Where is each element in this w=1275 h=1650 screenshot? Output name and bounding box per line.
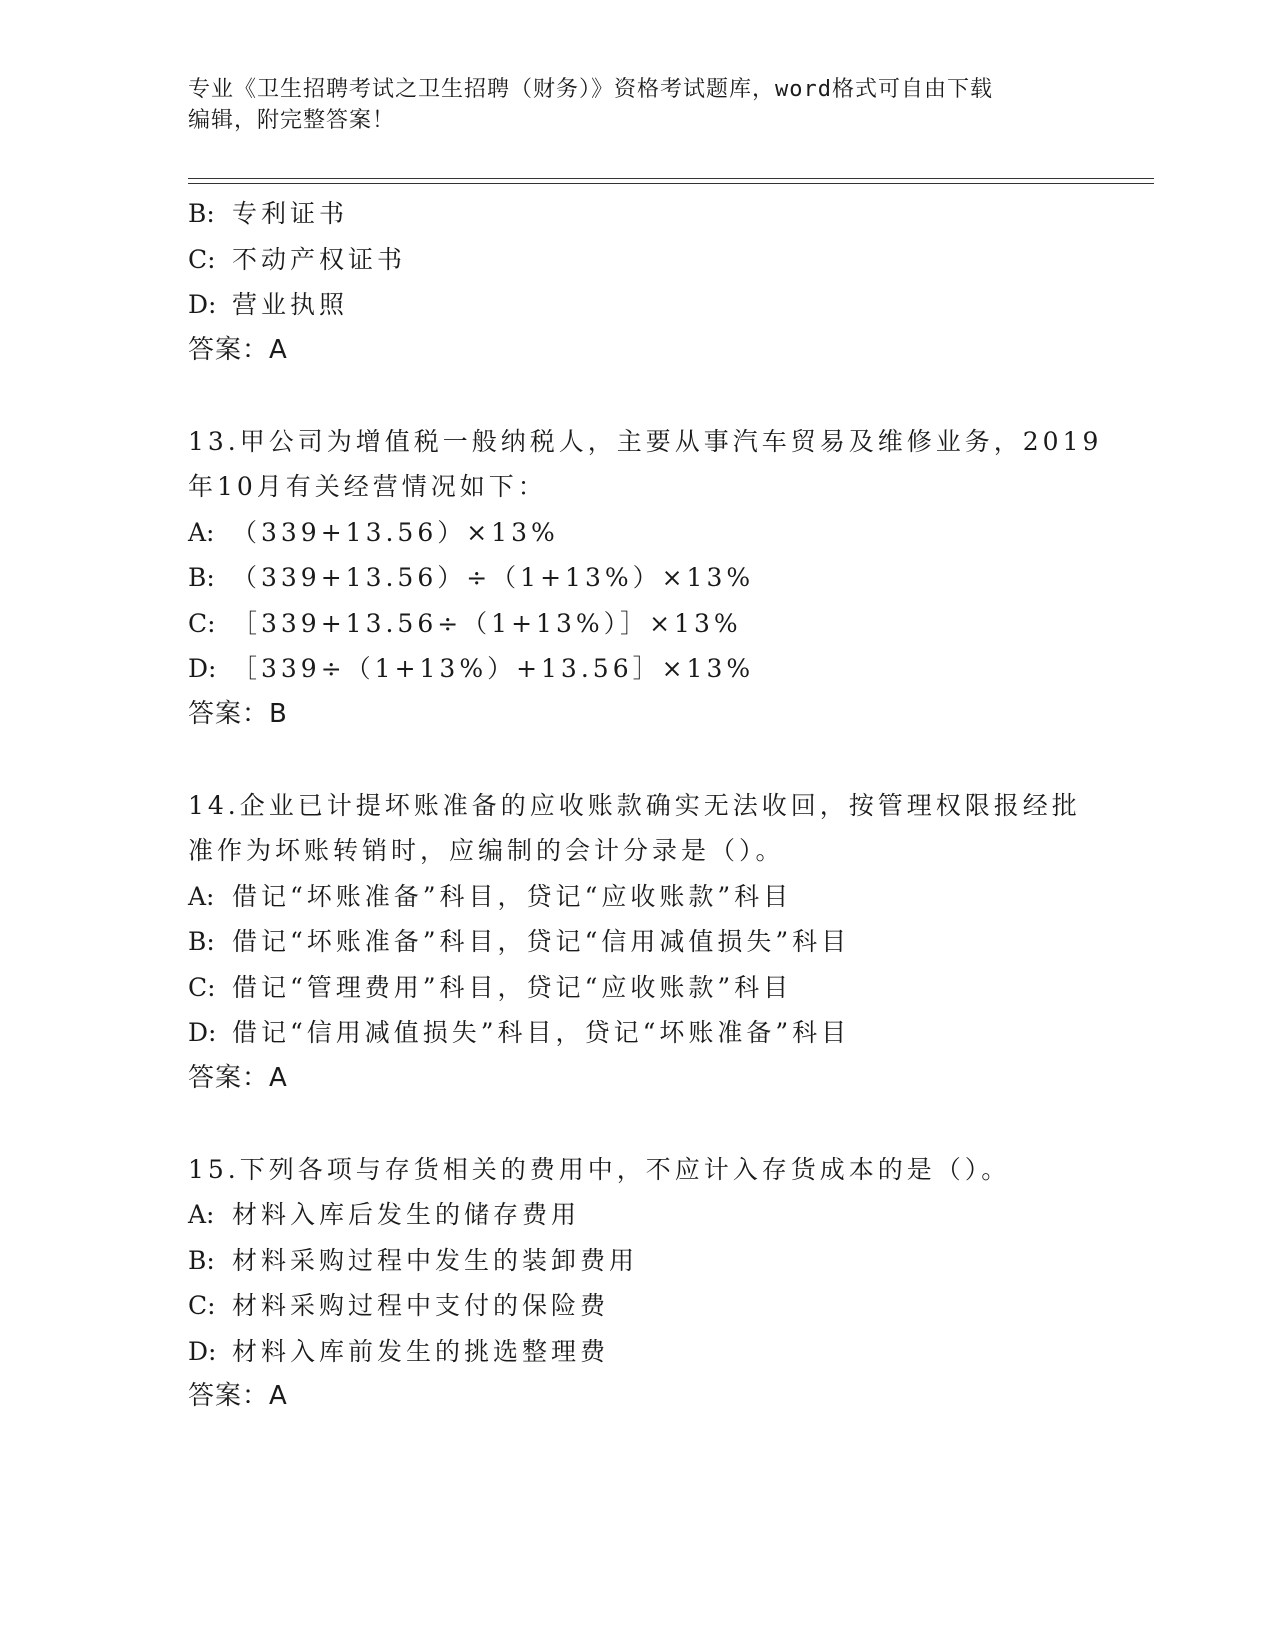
option-text: 借记“坏账准备”科目，贷记“应收账款”科目 xyxy=(232,881,793,911)
option-c xyxy=(188,237,1148,283)
option-text: 专利证书 xyxy=(232,199,349,228)
option-d xyxy=(188,1010,1148,1056)
option-d xyxy=(188,282,1148,328)
option-text: 材料入库前发生的挑选整理费 xyxy=(232,1336,610,1366)
option-label: A: xyxy=(188,881,215,911)
question-14 xyxy=(188,783,1148,1102)
option-d xyxy=(188,646,1148,692)
option-a xyxy=(188,510,1148,556)
question-13 xyxy=(188,419,1148,738)
option-label: B: xyxy=(188,199,215,228)
option-a xyxy=(188,1192,1148,1238)
header-divider-bottom xyxy=(188,183,1154,184)
option-label: C: xyxy=(188,244,216,274)
header-divider-top xyxy=(188,178,1154,179)
question-stem-line-1: 13.甲公司为增值税一般纳税人，主要从事汽车贸易及维修业务，2019 xyxy=(188,426,1103,456)
option-text: ［339+13.56÷（1+13%）］×13% xyxy=(232,608,742,638)
answer: 答案：B xyxy=(188,698,288,729)
option-c xyxy=(188,601,1148,647)
option-text: 不动产权证书 xyxy=(232,244,407,274)
option-label: D: xyxy=(188,1018,217,1047)
answer: 答案：A xyxy=(188,1381,288,1411)
option-label: D: xyxy=(188,290,217,319)
header-line-1: 专业《卫生招聘考试之卫生招聘（财务）》资格考试题库，word格式可自由下载 xyxy=(188,77,993,102)
option-label: A: xyxy=(188,517,215,547)
option-c xyxy=(188,1283,1148,1329)
option-label: B: xyxy=(188,563,215,592)
option-text: 材料入库后发生的储存费用 xyxy=(232,1200,581,1229)
answer: 答案：A xyxy=(188,334,288,365)
answer: 答案：A xyxy=(188,1062,288,1093)
option-label: A: xyxy=(188,1200,215,1229)
option-a xyxy=(188,874,1148,920)
option-text: 材料采购过程中支付的保险费 xyxy=(232,1291,610,1320)
question-stem-line-1: 14.企业已计提坏账准备的应收账款确实无法收回，按管理权限报经批 xyxy=(188,790,1081,820)
option-label: C: xyxy=(188,972,216,1002)
document-header xyxy=(188,74,1088,136)
option-label: C: xyxy=(188,1291,216,1320)
option-b xyxy=(188,919,1148,965)
option-text: 借记“信用减值损失”科目，贷记“坏账准备”科目 xyxy=(232,1018,851,1047)
option-text: 营业执照 xyxy=(232,290,349,319)
question-stem-line-2: 准作为坏账转销时，应编制的会计分录是（）。 xyxy=(188,836,785,865)
option-label: B: xyxy=(188,1245,215,1275)
option-b xyxy=(188,1238,1148,1284)
option-d xyxy=(188,1329,1148,1375)
option-text: 材料采购过程中发生的装卸费用 xyxy=(232,1245,639,1275)
option-text: 借记“坏账准备”科目，贷记“信用减值损失”科目 xyxy=(232,927,851,956)
option-text: ［339÷（1+13%）+13.56］×13% xyxy=(232,654,755,683)
option-b xyxy=(188,555,1148,601)
option-b xyxy=(188,191,1148,237)
question-stem-line-1: 15.下列各项与存货相关的费用中，不应计入存货成本的是（）。 xyxy=(188,1154,1011,1184)
option-label: D: xyxy=(188,1336,217,1366)
option-label: B: xyxy=(188,927,215,956)
header-line-2: 编辑，附完整答案！ xyxy=(188,108,396,133)
option-text: 借记“管理费用”科目，贷记“应收账款”科目 xyxy=(232,972,793,1002)
question-stem-line-2: 年10月有关经营情况如下： xyxy=(188,472,547,501)
question-12 xyxy=(188,191,1148,373)
question-list xyxy=(188,191,1148,1420)
option-text: （339+13.56）×13% xyxy=(232,517,559,547)
question-15 xyxy=(188,1147,1148,1420)
option-label: D: xyxy=(188,654,217,683)
option-c xyxy=(188,965,1148,1011)
option-label: C: xyxy=(188,608,216,638)
option-text: （339+13.56）÷（1+13%）×13% xyxy=(232,563,755,592)
